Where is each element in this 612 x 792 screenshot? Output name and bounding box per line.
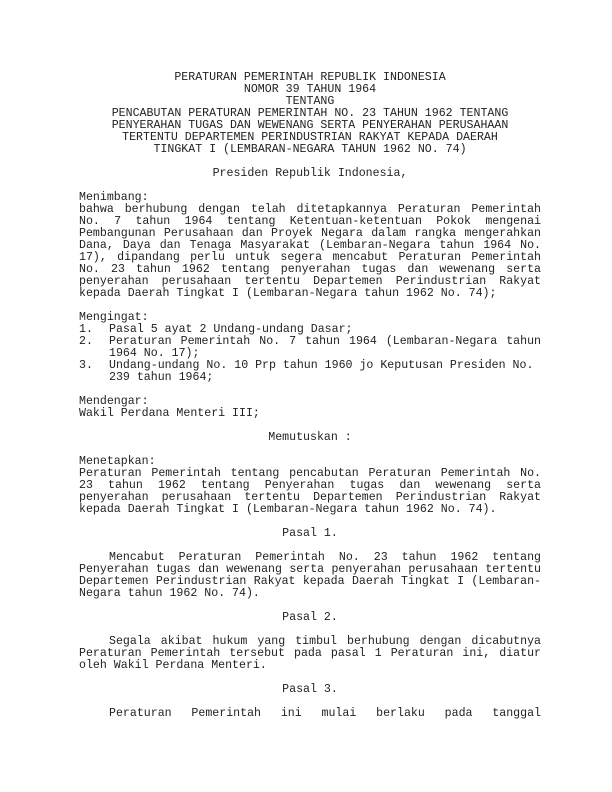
pasal-heading: Pasal 3. [282, 683, 338, 696]
text-line: Peraturan Pemerintah tentang pencabutan Peraturan Pemerintah No. [79, 467, 541, 480]
section-heading: Menetapkan: [79, 455, 156, 468]
text-line: Penyerahan tugas dan wewenang serta penyerahan perusahaan tertentu [79, 563, 541, 576]
text-line: Pasal 5 ayat 2 Undang-undang Dasar; [109, 323, 353, 336]
list-number: 2. [79, 335, 93, 348]
text-line: 23 tahun 1962 tentang Penyerahan tugas dan wewenang serta [79, 479, 541, 492]
text-line: No. 23 tahun 1962 tentang penyerahan tugas dan wewenang serta [79, 263, 541, 276]
text-line: Undang-undang No. 10 Prp tahun 1960 jo Keputusan Presiden No. [109, 359, 534, 372]
mengingat-section [79, 312, 541, 384]
title-line: TINGKAT I (LEMBARAN-NEGARA TAHUN 1962 NO. 74) [153, 143, 467, 156]
title-line: TERTENTU DEPARTEMEN PERINDUSTRIAN RAKYAT KEPADA DAERAH [122, 131, 498, 144]
text-line: Dana, Daya dan Tenaga Masyarakat (Lembaran-Negara tahun 1964 No. [79, 239, 541, 252]
text-line: bahwa berhubung dengan telah ditetapkannya Peraturan Pemerintah [79, 203, 541, 216]
text-line: Pembangunan Perusahaan dan Proyek Negara dalam rangka mengerahkan [79, 227, 541, 240]
text-line: Departemen Perindustrian Rakyat kepada Daerah Tingkat I (Lembaran- [79, 575, 541, 588]
text-line: kepada Daerah Tingkat I (Lembaran-Negara tahun 1962 No. 74); [79, 287, 497, 300]
pasal-1 [79, 528, 541, 600]
title-line: PERATURAN PEMERINTAH REPUBLIK INDONESIA [174, 71, 446, 84]
menimbang-section [79, 192, 541, 300]
pasal-3 [79, 684, 541, 720]
text-line: Mencabut Peraturan Pemerintah No. 23 tahun 1962 tentang [109, 551, 541, 564]
title-line: TENTANG [285, 95, 335, 108]
section-heading: Menimbang: [79, 191, 149, 204]
list-number: 1. [79, 323, 93, 336]
title-line: NOMOR 39 TAHUN 1964 [243, 83, 377, 96]
list-item [79, 336, 541, 360]
text-line: Peraturan Pemerintah ini mulai berlaku pada tanggal [109, 707, 541, 720]
list-item [79, 360, 541, 384]
text-line: 239 tahun 1964; [109, 371, 214, 384]
pasal-2 [79, 612, 541, 672]
text-line: Negara tahun 1962 No. 74). [79, 587, 260, 600]
text-line: Peraturan Pemerintah tersebut pada pasal 1 Peraturan ini, diatur [79, 647, 541, 660]
title-line: PENCABUTAN PERATURAN PEMERINTAH NO. 23 TAHUN 1962 TENTANG [111, 107, 509, 120]
text-line: 17), dipandang perlu untuk segera mencabut Peraturan Pemerintah [79, 251, 541, 264]
text-line: Peraturan Pemerintah No. 7 tahun 1964 (Lembaran-Negara tahun [109, 335, 541, 348]
text-line: penyerahan perusahaan tertentu Departemen Perindustrian Rakyat [79, 275, 541, 288]
presiden-line: Presiden Republik Indonesia, [212, 167, 408, 180]
document-title [79, 72, 541, 156]
text-line: 1964 No. 17); [109, 347, 200, 360]
text-line: oleh Wakil Perdana Menteri. [79, 659, 267, 672]
text-line: Segala akibat hukum yang timbul berhubung dengan dicabutnya [109, 635, 541, 648]
title-line: PENYERAHAN TUGAS DAN WEWENANG SERTA PENYERAHAN PERUSAHAAN [111, 119, 509, 132]
list-number: 3. [79, 359, 93, 372]
text-line: Wakil Perdana Menteri III; [79, 407, 260, 420]
menetapkan-section [79, 456, 541, 516]
text-line: No. 7 tahun 1964 tentang Ketentuan-ketentuan Pokok mengenai [79, 215, 541, 228]
pasal-heading: Pasal 2. [282, 611, 338, 624]
text-line: penyerahan perusahaan tertentu Departemen Perindustrian Rakyat [79, 491, 541, 504]
memutuskan-heading: Memutuskan : [268, 431, 352, 444]
mendengar-section [79, 396, 541, 420]
document-page [79, 72, 541, 720]
text-line: kepada Daerah Tingkat I (Lembaran-Negara tahun 1962 No. 74). [79, 503, 497, 516]
section-heading: Mengingat: [79, 311, 149, 324]
section-heading: Mendengar: [79, 395, 149, 408]
pasal-heading: Pasal 1. [282, 527, 338, 540]
